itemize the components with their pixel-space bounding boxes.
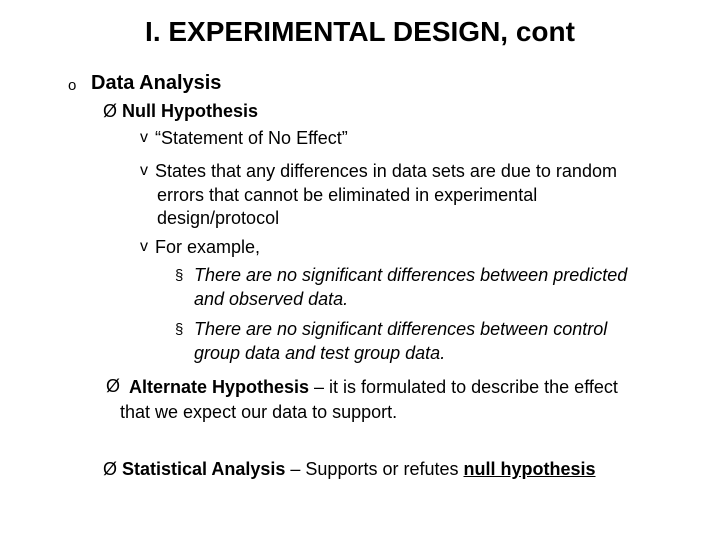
heading-null-hypothesis: Null Hypothesis [122, 101, 259, 121]
square-bullet-icon: § [175, 321, 184, 338]
circle-bullet-icon: o [68, 77, 77, 94]
example-2-line-1: There are no significant differences between control [194, 319, 608, 339]
for-example-label: For example, [155, 237, 261, 257]
null-definition-line-3: design/protocol [157, 208, 280, 228]
arrow-bullet-icon: Ø [103, 459, 118, 479]
statistical-analysis-label: Statistical Analysis [122, 459, 286, 479]
diamond-bullet-icon: v [140, 162, 148, 179]
alternate-hypothesis-line-1 [129, 377, 618, 398]
square-bullet-icon: § [175, 267, 184, 284]
diamond-bullet-icon: v [140, 129, 148, 146]
statistical-analysis-definition: – Supports or refutes [285, 459, 464, 479]
example-2-line-2: group data and test group data. [194, 343, 446, 363]
alternate-hypothesis-line-2: that we expect our data to support. [120, 402, 398, 422]
null-definition-line-1: States that any differences in data sets are due to random [155, 161, 617, 181]
alternate-hypothesis-label: Alternate Hypothesis [129, 377, 310, 397]
slide-title: I. EXPERIMENTAL DESIGN, cont [145, 16, 575, 47]
statistical-analysis-line [122, 459, 596, 480]
example-1-line-2: and observed data. [194, 289, 349, 309]
statement-of-no-effect: “Statement of No Effect” [155, 128, 348, 148]
null-definition-line-2: errors that cannot be eliminated in experimental [157, 185, 538, 205]
arrow-bullet-icon: Ø [103, 101, 118, 121]
diamond-bullet-icon: v [140, 238, 148, 255]
null-hypothesis-emphasis: null hypothesis [463, 459, 596, 479]
heading-data-analysis: Data Analysis [91, 72, 222, 94]
example-1-line-1: There are no significant differences between predicted [194, 265, 628, 285]
arrow-bullet-icon: Ø [106, 376, 121, 396]
alternate-hypothesis-definition: – it is formulated to describe the effect [309, 377, 618, 397]
